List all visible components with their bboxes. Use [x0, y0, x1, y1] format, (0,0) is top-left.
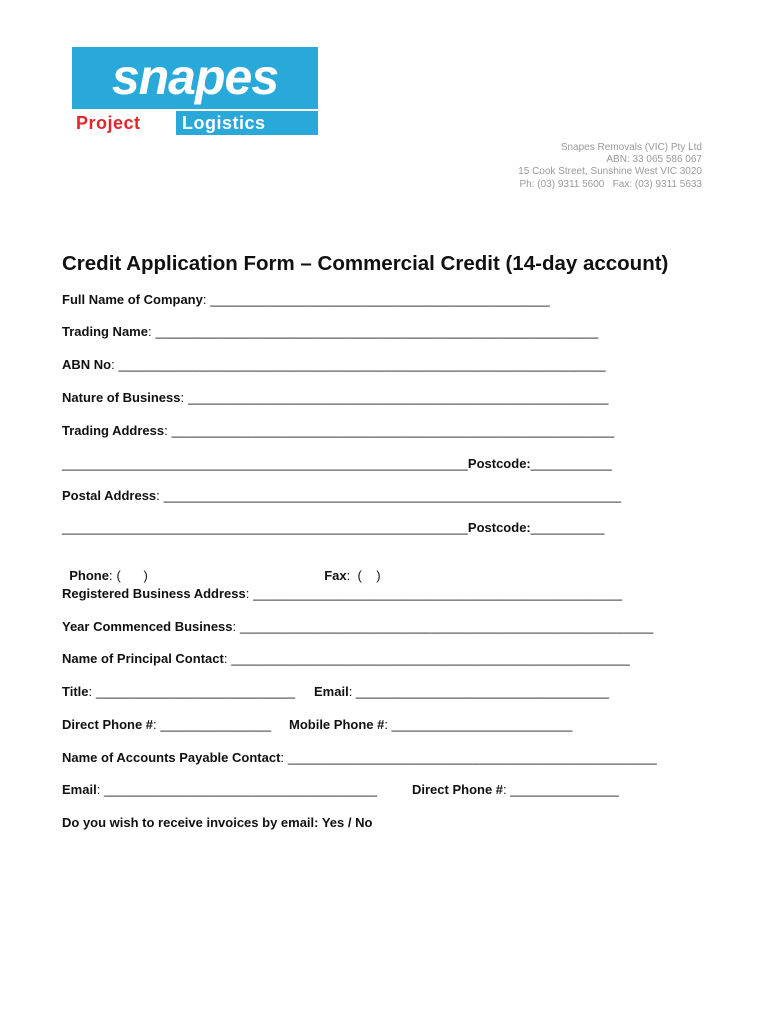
- field-separator: :: [156, 488, 160, 503]
- field-separator: :: [180, 390, 185, 405]
- field-ap-email[interactable]: [62, 782, 377, 797]
- postcode-label: Postcode:: [467, 520, 531, 535]
- logo-logistics-box: [176, 111, 318, 135]
- logo-project-text: Project: [76, 113, 141, 133]
- company-abn: ABN: 33 065 586 067: [606, 154, 702, 166]
- company-name: Snapes Removals (VIC) Pty Ltd: [560, 142, 702, 153]
- logo-banner: [72, 47, 318, 109]
- postcode-blank[interactable]: ___________: [530, 456, 612, 471]
- postcode-label: Postcode:: [467, 456, 531, 471]
- field-blank[interactable]: __________________________________________________: [284, 750, 657, 765]
- field-label: Name of Principal Contact: [62, 651, 224, 666]
- field-invoices-email[interactable]: [62, 815, 372, 830]
- field-blank[interactable]: __________________________________________________: [249, 586, 623, 601]
- field-label: Email: [62, 782, 97, 797]
- field-label: Postal Address: [62, 488, 157, 503]
- field-separator: :: [348, 684, 353, 699]
- field-separator: :: [384, 717, 388, 732]
- field-mobile-phone[interactable]: [289, 717, 572, 732]
- field-label: ABN No: [62, 357, 112, 372]
- field-blank[interactable]: __________________________________________________________________: [114, 357, 606, 372]
- field-separator: :: [503, 782, 507, 797]
- field-separator: :: [164, 423, 168, 438]
- field-separator: :: [280, 750, 285, 765]
- field-blank[interactable]: ____________________________________________________________: [151, 324, 599, 339]
- field-label: Do you wish to receive invoices by email: Yes / No: [62, 815, 373, 830]
- field-label: Email: [314, 684, 349, 699]
- field-label: Direct Phone #: [62, 717, 154, 732]
- field-label: Title: [62, 684, 89, 699]
- company-details: [518, 142, 702, 191]
- field-ap-direct-phone[interactable]: [412, 782, 619, 797]
- field-blank[interactable]: _____________________________________: [100, 782, 378, 797]
- field-blank[interactable]: _______________________________________________________: [62, 520, 468, 535]
- logo-logistics-text: Logistics: [182, 113, 266, 133]
- field-label: Name of Accounts Payable Contact: [62, 750, 281, 765]
- company-address: 15 Cook Street, Sunshine West VIC 3020: [518, 166, 702, 178]
- field-accounts-payable[interactable]: [62, 750, 657, 765]
- field-separator: :: [96, 782, 101, 797]
- field-postal-address-line2[interactable]: [62, 520, 605, 535]
- field-label: Trading Address: [62, 423, 165, 438]
- logo-subtitle: [72, 109, 318, 137]
- field-title[interactable]: [62, 684, 295, 699]
- field-principal-contact[interactable]: [62, 651, 630, 666]
- field-label: Trading Name: [62, 324, 148, 339]
- field-separator: :: [245, 586, 250, 601]
- field-label: Mobile Phone #: [289, 717, 385, 732]
- company-logo: [72, 47, 318, 137]
- field-separator: :: [223, 651, 228, 666]
- field-blank[interactable]: ________________________________________________________: [236, 619, 654, 634]
- field-blank[interactable]: _________________________: [387, 717, 573, 732]
- field-separator: :: [111, 357, 115, 372]
- field-separator: :: [202, 292, 207, 307]
- field-separator: :: [232, 619, 237, 634]
- field-company-name[interactable]: [62, 292, 550, 307]
- field-label: Direct Phone #: [412, 782, 504, 797]
- field-label: Phone: [69, 568, 109, 583]
- field-direct-phone[interactable]: [62, 717, 271, 732]
- field-blank[interactable]: _______________: [506, 782, 619, 797]
- field-separator: :: [88, 684, 93, 699]
- field-label: Year Commenced Business: [62, 619, 233, 634]
- field-trading-address[interactable]: [62, 423, 614, 438]
- field-trading-address-line2[interactable]: [62, 456, 612, 471]
- field-phone[interactable]: [62, 553, 148, 583]
- field-blank[interactable]: ______________________________________________: [206, 292, 550, 307]
- field-nature-business[interactable]: [62, 390, 609, 405]
- field-year-commenced[interactable]: [62, 619, 653, 634]
- phone-area-code[interactable]: : ( ): [108, 568, 149, 583]
- logo-word-text: snapes: [111, 49, 279, 105]
- field-blank[interactable]: _______________________________________________________: [62, 456, 468, 471]
- fax-area-code[interactable]: : ( ): [346, 568, 381, 583]
- field-blank[interactable]: _______________: [156, 717, 272, 732]
- field-label: Nature of Business: [62, 390, 181, 405]
- field-separator: :: [147, 324, 152, 339]
- field-registered-address[interactable]: [62, 586, 622, 601]
- field-blank[interactable]: _________________________________________________________: [184, 390, 609, 405]
- field-label: Registered Business Address: [62, 586, 246, 601]
- field-postal-address[interactable]: [62, 488, 621, 503]
- field-separator: :: [153, 717, 157, 732]
- field-abn-no[interactable]: [62, 357, 606, 372]
- postcode-blank[interactable]: __________: [530, 520, 605, 535]
- field-trading-name[interactable]: [62, 324, 598, 339]
- field-blank[interactable]: ___________________________: [92, 684, 296, 699]
- field-blank[interactable]: ______________________________________________________________: [159, 488, 622, 503]
- field-fax[interactable]: [317, 553, 381, 583]
- company-phone-fax: Ph: (03) 9311 5600 Fax: (03) 9311 5633: [519, 178, 702, 190]
- field-blank[interactable]: ___________________________________: [352, 684, 609, 699]
- page-title: Credit Application Form – Commercial Credit (14-day account): [62, 252, 669, 275]
- field-label: Fax: [324, 568, 347, 583]
- field-blank[interactable]: ______________________________________________________: [227, 651, 630, 666]
- field-label: Full Name of Company: [62, 292, 203, 307]
- field-blank[interactable]: ____________________________________________________________: [167, 423, 615, 438]
- field-email[interactable]: [314, 684, 609, 699]
- logo-wordmark: [72, 47, 318, 109]
